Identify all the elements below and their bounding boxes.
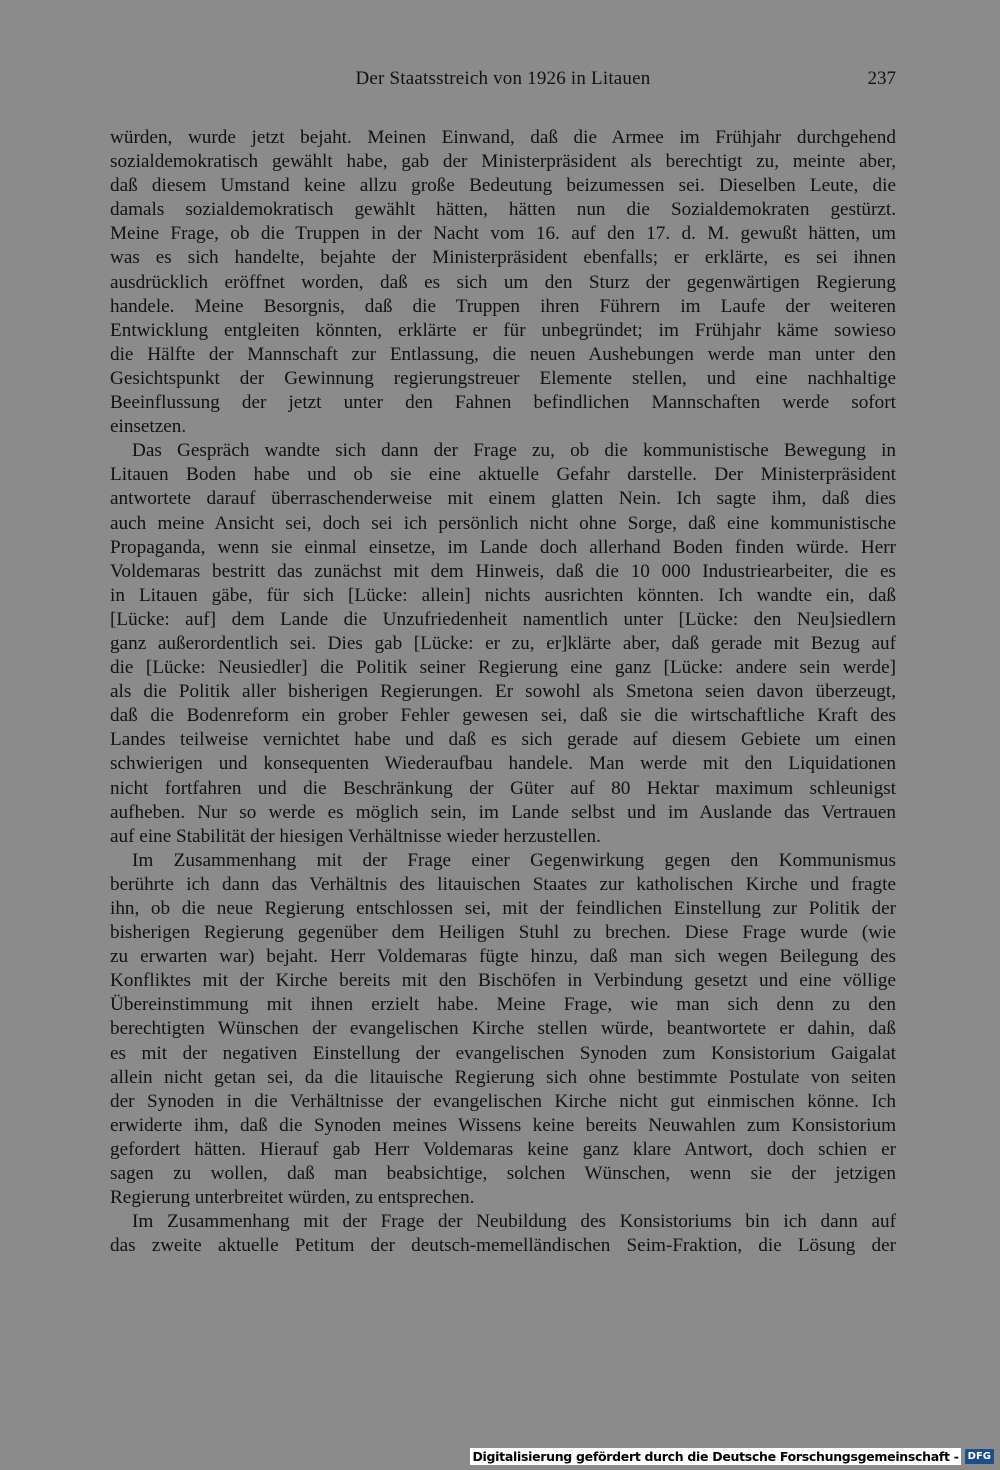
text-line: schwierigen und konsequenten Wiederaufbau handele. Man werde mit den Liquidationen bbox=[110, 753, 896, 775]
text-line: Regierung unterbreitet würden, zu entsprechen. bbox=[110, 1187, 475, 1209]
text-line: Beeinflussung der jetzt unter den Fahnen befindlichen Mannschaften werde sofort bbox=[110, 392, 896, 414]
text-line: gefordert hätten. Hierauf gab Herr Voldemaras keine ganz klare Antwort, doch schien er bbox=[110, 1138, 896, 1160]
text-line: als die Politik aller bisherigen Regierungen. Er sowohl als Smetona seien davon überzeugt, bbox=[110, 681, 896, 703]
running-title: Der Staatsstreich von 1926 in Litauen bbox=[355, 68, 651, 89]
text-line: antwortete darauf überraschenderweise mit einem glatten Nein. Ich sagte ihm, daß dies bbox=[110, 488, 896, 510]
text-line: damals sozialdemokratisch gewählt hätten, hätten nun die Sozialdemokraten gestürzt. bbox=[110, 199, 896, 221]
text-line: würden, wurde jetzt bejaht. Meinen Einwand, daß die Armee im Frühjahr durchgehend bbox=[110, 127, 896, 148]
text-line: die [Lücke: Neusiedler] die Politik seiner Regierung eine ganz [Lücke: andere sein werde] bbox=[110, 657, 896, 679]
text-line: die Hälfte der Mannschaft zur Entlassung, die neuen Aushebungen werde man unter den bbox=[110, 343, 896, 365]
dfg-logo: DFG bbox=[965, 1449, 994, 1464]
paragraph bbox=[110, 439, 896, 849]
text-line: ihn, ob die neue Regierung entschlossen sei, mit der feindlichen Einstellung zur Politik der bbox=[110, 898, 896, 919]
text-line: bisherigen Regierung gegenüber dem Heiligen Stuhl zu brechen. Diese Frage wurde (wie bbox=[110, 922, 896, 944]
text-line: ausdrücklich eröffnet worden, daß es sich um den Sturz der gegenwärtigen Regierung bbox=[110, 271, 896, 293]
text-line: Propaganda, wenn sie einmal einsetze, im Lande doch allerhand Boden finden würde. Herr bbox=[110, 536, 896, 558]
text-line: es mit der negativen Einstellung der evangelischen Synoden zum Konsistorium Gaigalat bbox=[110, 1042, 896, 1064]
text-line: Voldemaras bestritt das zunächst mit dem Hinweis, daß die 10 000 Industriearbeiter, die es bbox=[110, 560, 896, 582]
text-line: erwiderte ihm, daß die Synoden meines Wissens keine bereits Neuwahlen zum Konsistorium bbox=[110, 1114, 896, 1136]
text-line: auf eine Stabilität der hiesigen Verhältnisse wieder herzustellen. bbox=[110, 825, 601, 847]
text-line: ganz außerordentlich sei. Dies gab [Lücke: er zu, er]klärte aber, daß gerade mit Bezug auf bbox=[110, 632, 896, 654]
paragraph bbox=[110, 126, 896, 439]
text-line: Gesichtspunkt der Gewinnung regierungstreuer Elemente stellen, und eine nachhaltige bbox=[110, 367, 896, 389]
paragraph bbox=[110, 1210, 896, 1258]
text-line: einsetzen. bbox=[110, 416, 187, 438]
text-line: Landes teilweise vernichtet habe und daß es sich gerade auf diesem Gebiete um einen bbox=[110, 729, 896, 751]
text-line: aufheben. Nur so werde es möglich sein, im Lande selbst und im Auslande das Vertrauen bbox=[110, 801, 896, 823]
text-line: handele. Meine Besorgnis, daß die Truppen ihren Führern im Laufe der weiteren bbox=[110, 295, 896, 317]
text-line: Das Gespräch wandte sich dann der Frage zu, ob die kommunistische Bewegung in bbox=[132, 440, 896, 462]
text-line: Litauen Boden habe und ob sie eine aktuelle Gefahr darstelle. Der Ministerpräsident bbox=[110, 464, 896, 486]
text-line: sozialdemokratisch gewählt habe, gab der Ministerpräsident als berechtigt zu, meinte aber, bbox=[110, 151, 896, 173]
text-line: Im Zusammenhang mit der Frage einer Gegenwirkung gegen den Kommunismus bbox=[132, 849, 896, 871]
text-line: daß die Bodenreform ein grober Fehler gewesen sei, daß sie die wirtschaftliche Kraft des bbox=[110, 705, 896, 727]
text-line: sagen zu wollen, daß man beabsichtige, solchen Wünschen, wenn sie der jetzigen bbox=[110, 1163, 896, 1185]
footer-credit: Digitalisierung gefördert durch die Deutsche Forschungsgemeinschaft - bbox=[472, 1448, 959, 1464]
page-number: 237 bbox=[867, 68, 896, 89]
text-line: Entwicklung entgleiten könnten, erklärte er für unbegründet; im Frühjahr käme sowieso bbox=[110, 319, 896, 341]
text-line: allein nicht getan sei, da die litauische Regierung sich ohne bestimmte Postulate von seiten bbox=[110, 1066, 896, 1088]
paragraph bbox=[110, 849, 896, 1210]
text-line: Im Zusammenhang mit der Frage der Neubildung des Konsistoriums bin ich dann auf bbox=[132, 1211, 896, 1233]
text-line: das zweite aktuelle Petitum der deutsch-memelländischen Seim-Fraktion, die Lösung der bbox=[110, 1235, 896, 1257]
text-line: berührte ich dann das Verhältnis des litauischen Staates zur katholischen Kirche und fragte bbox=[110, 873, 896, 895]
text-line: Konfliktes mit der Kirche bereits mit den Bischöfen in Verbindung gesetzt und eine völlige bbox=[110, 970, 896, 992]
text-line: auch meine Ansicht sei, doch sei ich persönlich nicht ohne Sorge, daß eine kommunistische bbox=[110, 512, 896, 534]
page-header bbox=[110, 68, 896, 98]
text-line: nicht fortfahren und die Beschränkung der Güter auf 80 Hektar maximum schleunigst bbox=[110, 777, 896, 799]
text-line: der Synoden in die Verhältnisse der evangelischen Kirche nicht gut einmischen könne. Ich bbox=[110, 1090, 896, 1112]
text-line: in Litauen gäbe, für sich [Lücke: allein] nichts ausrichten könnten. Ich wandte ein, daß bbox=[110, 584, 896, 606]
text-line: Übereinstimmung mit ihnen erzielt habe. Meine Frage, wie man sich denn zu den bbox=[110, 994, 896, 1016]
text-line: daß diesem Umstand keine allzu große Bedeutung beizumessen sei. Dieselben Leute, die bbox=[110, 175, 896, 197]
text-line: Meine Frage, ob die Truppen in der Nacht vom 16. auf den 17. d. M. gewußt hätten, um bbox=[110, 223, 896, 245]
body-text bbox=[110, 126, 896, 1258]
text-line: was es sich handelte, bejahte der Ministerpräsident ebenfalls; er erklärte, es sei ihnen bbox=[110, 247, 896, 269]
text-line: zu erwarten war) bejaht. Herr Voldemaras fügte hinzu, daß man sich wegen Beilegung des bbox=[110, 946, 896, 968]
footer bbox=[470, 1446, 994, 1466]
text-line: [Lücke: auf] dem Lande die Unzufriedenheit namentlich unter [Lücke: den Neu]siedlern bbox=[110, 608, 896, 630]
text-line: berechtigten Wünschen der evangelischen Kirche stellen würde, beantwortete er dahin, daß bbox=[110, 1018, 896, 1040]
